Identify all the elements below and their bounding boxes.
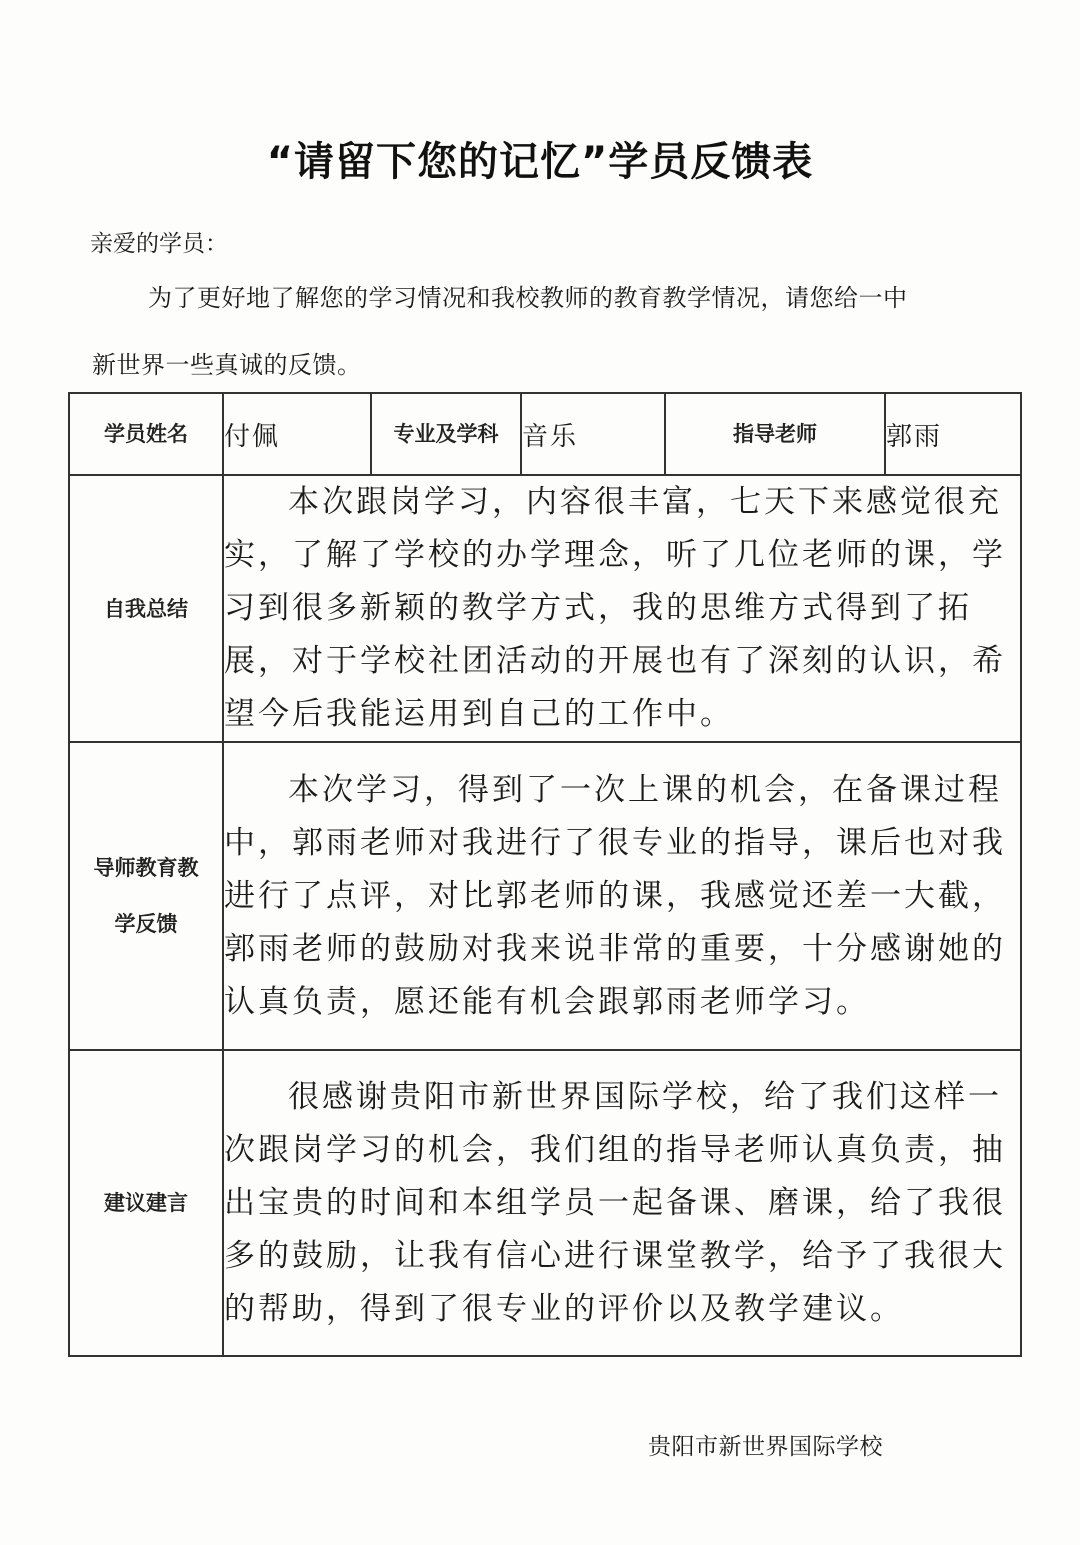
form-title: “请留下您的记忆”学员反馈表: [266, 139, 814, 185]
mentor-feedback-text: 本次学习，得到了一次上课的机会，在备课过程中，郭雨老师对我进行了很专业的指导，课后也对我进行了点评，对比郭老师的课，我感觉还差一大截，郭雨老师的鼓励对我来说非常的重要，十分感谢她的认真负责，愿还能有机会跟郭雨老师学习。: [223, 742, 1021, 1050]
intro-line-2: 新世界一些真诚的反馈。: [92, 351, 362, 379]
mentor-feedback-label-line1: 导师教育教: [93, 856, 199, 880]
header-row: [69, 393, 1021, 475]
mentor-feedback-label-line2: 学反馈: [114, 912, 178, 936]
feedback-table: [68, 392, 1022, 1357]
student-name-label: 学员姓名: [69, 393, 223, 475]
self-summary-row: [69, 475, 1021, 742]
greeting: 亲爱的学员：: [90, 231, 228, 257]
intro-line-1: 为了更好地了解您的学习情况和我校教师的教育教学情况，请您给一中: [148, 284, 908, 312]
self-summary-text: 本次跟岗学习，内容很丰富，七天下来感觉很充实，了解了学校的办学理念，听了几位老师的课，学习到很多新颖的教学方式，我的思维方式得到了拓展，对于学校社团活动的开展也有了深刻的认识，希望今后我能运用到自己的工作中。: [223, 475, 1021, 742]
student-name-value: 付佩: [223, 393, 371, 475]
self-summary-label: 自我总结: [69, 475, 223, 742]
mentor-value: 郭雨: [885, 393, 1021, 475]
major-value: 音乐: [521, 393, 665, 475]
major-label: 专业及学科: [371, 393, 521, 475]
school-name-footer: 贵阳市新世界国际学校: [648, 1434, 883, 1460]
suggestions-row: [69, 1050, 1021, 1356]
suggestions-text: 很感谢贵阳市新世界国际学校，给了我们这样一次跟岗学习的机会，我们组的指导老师认真负责，抽出宝贵的时间和本组学员一起备课、磨课，给了我很多的鼓励，让我有信心进行课堂教学，给予了我很大的帮助，得到了很专业的评价以及教学建议。: [223, 1050, 1021, 1356]
mentor-feedback-label: [69, 742, 223, 1050]
mentor-feedback-row: [69, 742, 1021, 1050]
suggestions-label: 建议建言: [69, 1050, 223, 1356]
mentor-label: 指导老师: [665, 393, 885, 475]
